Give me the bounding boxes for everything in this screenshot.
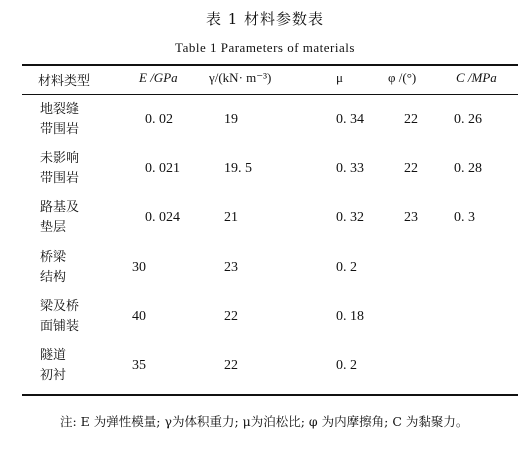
unit-weight-value: 22 [224, 309, 238, 324]
table-row [0, 346, 530, 390]
poisson-ratio-value: 0. 18 [336, 309, 364, 324]
table-row [0, 100, 530, 144]
elastic-modulus-value: 30 [132, 260, 146, 275]
poisson-ratio-value: 0. 34 [336, 112, 364, 127]
material-name: 地裂缝 带围岩 [40, 102, 80, 137]
bottom-rule [22, 394, 518, 396]
col-header-material: 材料类型 [38, 74, 91, 89]
col-header-c: C /MPa [456, 70, 497, 85]
unit-weight-value: 21 [224, 210, 238, 225]
table-title-cn: 表 1 材料参数表 [205, 10, 325, 28]
elastic-modulus-value: 0. 021 [145, 161, 180, 176]
table-row [0, 149, 530, 193]
table-title-en: Table 1 Parameters of materials [175, 40, 355, 55]
cohesion-value: 0. 3 [454, 210, 475, 225]
material-name: 隧道 初衬 [40, 348, 67, 383]
table-row [0, 198, 530, 242]
unit-weight-value: 19. 5 [224, 161, 252, 176]
friction-angle-value: 22 [404, 112, 418, 127]
col-header-mu: μ [336, 70, 343, 85]
header-rule [22, 94, 518, 95]
table-note: 注: E 为弹性模量; γ为体积重力; μ为泊松比; φ 为内摩擦角; C 为黏聚力。 [60, 414, 469, 429]
elastic-modulus-value: 0. 024 [145, 210, 180, 225]
elastic-modulus-value: 35 [132, 358, 146, 373]
cohesion-value: 0. 28 [454, 161, 482, 176]
table-row [0, 297, 530, 341]
col-header-gamma: γ/(kN· m⁻³) [209, 70, 272, 85]
poisson-ratio-value: 0. 2 [336, 260, 357, 275]
poisson-ratio-value: 0. 2 [336, 358, 357, 373]
unit-weight-value: 23 [224, 260, 238, 275]
material-name: 未影响 带围岩 [40, 151, 80, 186]
material-name: 梁及桥 面铺装 [40, 299, 80, 334]
col-header-phi: φ /(°) [388, 70, 417, 85]
unit-weight-value: 22 [224, 358, 238, 373]
poisson-ratio-value: 0. 33 [336, 161, 364, 176]
unit-weight-value: 19 [224, 112, 238, 127]
elastic-modulus-value: 0. 02 [145, 112, 173, 127]
cohesion-value: 0. 26 [454, 112, 482, 127]
poisson-ratio-value: 0. 32 [336, 210, 364, 225]
col-header-e: E /GPa [139, 70, 178, 85]
material-name: 路基及 垫层 [40, 200, 80, 235]
table-row [0, 248, 530, 292]
top-rule [22, 64, 518, 66]
material-name: 桥梁 结构 [40, 250, 67, 285]
elastic-modulus-value: 40 [132, 309, 146, 324]
friction-angle-value: 22 [404, 161, 418, 176]
friction-angle-value: 23 [404, 210, 418, 225]
